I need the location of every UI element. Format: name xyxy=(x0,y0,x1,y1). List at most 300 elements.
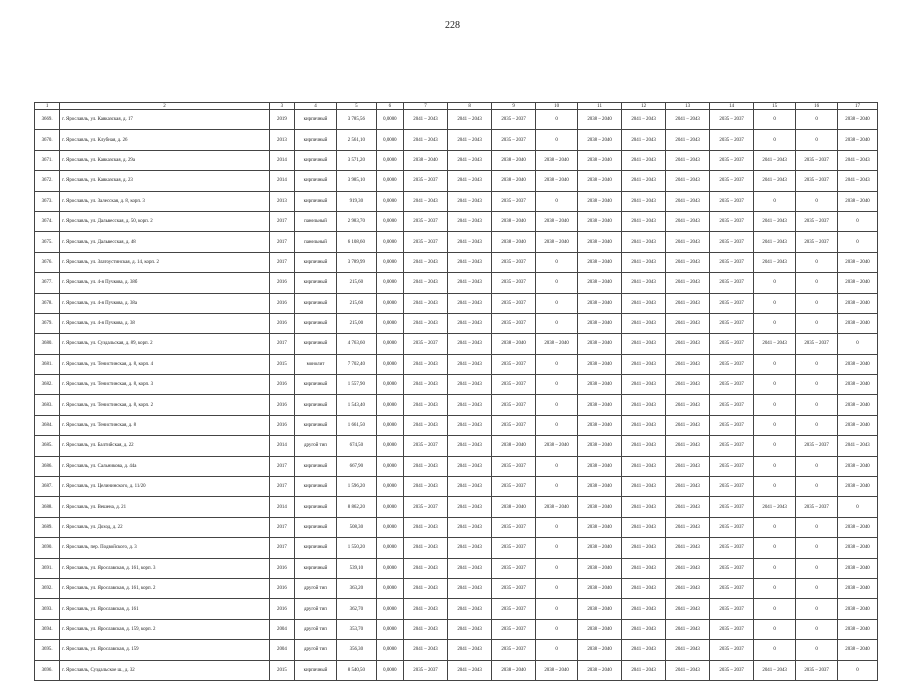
table-cell: 2038 – 2040 xyxy=(838,110,878,130)
table-cell: 2014 xyxy=(269,436,294,456)
table-row xyxy=(35,558,878,578)
table-cell: 0,0000 xyxy=(376,619,403,639)
address-cell: г. Ярославль, Суздальское ш., д. 32 xyxy=(60,660,270,680)
table-cell: 1 596,20 xyxy=(336,477,376,497)
row-number-cell: 3671. xyxy=(35,150,60,170)
table-cell: 2035 – 2037 xyxy=(710,436,754,456)
table-cell: 2038 – 2040 xyxy=(492,232,536,252)
table-cell: 2041 – 2043 xyxy=(666,477,710,497)
table-cell: 2035 – 2037 xyxy=(710,211,754,231)
table-cell: 2041 – 2043 xyxy=(404,456,448,476)
table-cell: 2035 – 2037 xyxy=(404,660,448,680)
row-number-cell: 3696. xyxy=(35,660,60,680)
table-cell: 2038 – 2040 xyxy=(578,415,622,435)
table-cell: 2041 – 2043 xyxy=(622,334,666,354)
table-cell: кирпичный xyxy=(295,558,337,578)
table-cell: 667,90 xyxy=(336,456,376,476)
table-cell: 2038 – 2040 xyxy=(578,313,622,333)
row-number-cell: 3674. xyxy=(35,211,60,231)
table-cell: 2041 – 2043 xyxy=(666,191,710,211)
row-number-cell: 3669. xyxy=(35,110,60,130)
column-number: 5 xyxy=(336,103,376,110)
table-cell: 2038 – 2040 xyxy=(578,497,622,517)
table-cell: 0 xyxy=(536,273,578,293)
row-number-cell: 3690. xyxy=(35,538,60,558)
row-number-cell: 3676. xyxy=(35,252,60,272)
table-cell: 2035 – 2037 xyxy=(492,477,536,497)
table-cell: 2041 – 2043 xyxy=(666,334,710,354)
table-cell: 0 xyxy=(796,477,838,497)
table-cell: 508,30 xyxy=(336,517,376,537)
column-number: 7 xyxy=(404,103,448,110)
table-row xyxy=(35,599,878,619)
table-cell: 2035 – 2037 xyxy=(710,395,754,415)
table-cell: 2041 – 2043 xyxy=(404,558,448,578)
table-cell: 362,70 xyxy=(336,599,376,619)
table-cell: 2035 – 2037 xyxy=(710,252,754,272)
table-cell: кирпичный xyxy=(295,415,337,435)
table-cell: 2041 – 2043 xyxy=(754,171,796,191)
table-cell: 0 xyxy=(838,232,878,252)
table-cell: 2038 – 2040 xyxy=(536,211,578,231)
table-cell: 0 xyxy=(536,640,578,660)
table-cell: 2038 – 2040 xyxy=(838,273,878,293)
address-cell: г. Ярославль, ул. Кавказская, д. 23 xyxy=(60,171,270,191)
table-cell: 2041 – 2043 xyxy=(622,578,666,598)
table-cell: 2041 – 2043 xyxy=(448,232,492,252)
table-cell: 0 xyxy=(754,538,796,558)
table-cell: 2041 – 2043 xyxy=(448,334,492,354)
row-number-cell: 3678. xyxy=(35,293,60,313)
table-cell: 2013 xyxy=(269,191,294,211)
row-number-cell: 3677. xyxy=(35,273,60,293)
table-cell: кирпичный xyxy=(295,660,337,680)
table-cell: 0 xyxy=(754,619,796,639)
table-cell: 2041 – 2043 xyxy=(622,375,666,395)
table-row xyxy=(35,354,878,374)
table-cell: 2038 – 2040 xyxy=(838,456,878,476)
row-number-cell: 3685. xyxy=(35,436,60,456)
table-row xyxy=(35,211,878,231)
table-cell: 2035 – 2037 xyxy=(492,456,536,476)
table-cell: 2038 – 2040 xyxy=(492,436,536,456)
table-cell: 2017 xyxy=(269,211,294,231)
table-cell: 0 xyxy=(754,293,796,313)
table-cell: 2004 xyxy=(269,619,294,639)
table-cell: 2041 – 2043 xyxy=(404,273,448,293)
row-number-cell: 3670. xyxy=(35,130,60,150)
table-cell: 2035 – 2037 xyxy=(796,211,838,231)
table-cell: 0 xyxy=(536,477,578,497)
table-cell: 0,0000 xyxy=(376,538,403,558)
table-cell: 2041 – 2043 xyxy=(622,619,666,639)
table-cell: 0 xyxy=(796,538,838,558)
address-cell: г. Ярославль, ул. 4-я Пучкова, д. 38 xyxy=(60,313,270,333)
table-cell: 2041 – 2043 xyxy=(404,293,448,313)
table-cell: 2038 – 2040 xyxy=(578,619,622,639)
table-cell: 0 xyxy=(536,313,578,333)
table-cell: 2035 – 2037 xyxy=(492,395,536,415)
table-cell: 1 661,50 xyxy=(336,415,376,435)
table-cell: 0,0000 xyxy=(376,293,403,313)
table-cell: 2038 – 2040 xyxy=(838,415,878,435)
column-number: 9 xyxy=(492,103,536,110)
table-cell: 0 xyxy=(754,313,796,333)
address-cell: г. Ярославль, ул. Дальвесская, д. 50, корп. 2 xyxy=(60,211,270,231)
table-cell: 0 xyxy=(536,110,578,130)
table-cell: 2035 – 2037 xyxy=(710,232,754,252)
table-row xyxy=(35,191,878,211)
column-number: 13 xyxy=(666,103,710,110)
table-cell: 0 xyxy=(796,640,838,660)
table-cell: кирпичный xyxy=(295,517,337,537)
table-cell: 2041 – 2043 xyxy=(622,436,666,456)
row-number-cell: 3691. xyxy=(35,558,60,578)
table-cell: 2041 – 2043 xyxy=(754,660,796,680)
table-cell: 2041 – 2043 xyxy=(448,517,492,537)
column-number: 8 xyxy=(448,103,492,110)
table-cell: кирпичный xyxy=(295,538,337,558)
table-cell: 0,0000 xyxy=(376,334,403,354)
table-cell: 2035 – 2037 xyxy=(404,497,448,517)
table-cell: 0 xyxy=(796,252,838,272)
table-cell: 2041 – 2043 xyxy=(404,599,448,619)
table-cell: 2038 – 2040 xyxy=(536,150,578,170)
table-cell: 215,60 xyxy=(336,273,376,293)
table-cell: 0,0000 xyxy=(376,252,403,272)
table-cell: 2038 – 2040 xyxy=(578,660,622,680)
table-cell: 2035 – 2037 xyxy=(710,375,754,395)
row-number-cell: 3682. xyxy=(35,375,60,395)
table-cell: 0 xyxy=(796,130,838,150)
table-cell: 0,0000 xyxy=(376,171,403,191)
table-cell: 2041 – 2043 xyxy=(622,211,666,231)
table-cell: 2017 xyxy=(269,232,294,252)
address-cell: г. Ярославль, пер. Подвойского, д. 3 xyxy=(60,538,270,558)
table-cell: 2041 – 2043 xyxy=(404,415,448,435)
table-cell: 2016 xyxy=(269,599,294,619)
row-number-cell: 3692. xyxy=(35,578,60,598)
table-cell: панельный xyxy=(295,211,337,231)
table-cell: 2041 – 2043 xyxy=(622,150,666,170)
table-cell: 0,0000 xyxy=(376,456,403,476)
table-cell: кирпичный xyxy=(295,456,337,476)
table-cell: 2041 – 2043 xyxy=(666,293,710,313)
address-cell: г. Ярославль, ул. Дальвесская, д. 48 xyxy=(60,232,270,252)
table-cell: 0,0000 xyxy=(376,211,403,231)
table-cell: 6 108,60 xyxy=(336,232,376,252)
table-cell: 2038 – 2040 xyxy=(578,436,622,456)
table-cell: 2038 – 2040 xyxy=(492,497,536,517)
table-cell: 7 702,40 xyxy=(336,354,376,374)
table-cell: 2035 – 2037 xyxy=(404,232,448,252)
table-cell: 0 xyxy=(754,558,796,578)
table-cell: 0 xyxy=(536,599,578,619)
address-cell: г. Ярославль, ул. Ярославская, д. 161 xyxy=(60,599,270,619)
table-cell: кирпичный xyxy=(295,150,337,170)
table-cell: 0 xyxy=(796,313,838,333)
table-cell: 2041 – 2043 xyxy=(448,110,492,130)
table-cell: 2035 – 2037 xyxy=(492,273,536,293)
table-cell: 0,0000 xyxy=(376,640,403,660)
table-cell: 2035 – 2037 xyxy=(710,640,754,660)
table-cell: 2035 – 2037 xyxy=(710,273,754,293)
table-cell: 2038 – 2040 xyxy=(536,660,578,680)
table-cell: кирпичный xyxy=(295,293,337,313)
table-cell: 2038 – 2040 xyxy=(838,191,878,211)
table-cell: 2041 – 2043 xyxy=(404,640,448,660)
table-cell: 2035 – 2037 xyxy=(492,640,536,660)
table-cell: 2035 – 2037 xyxy=(492,110,536,130)
table-cell: 2041 – 2043 xyxy=(404,395,448,415)
table-cell: 0,0000 xyxy=(376,313,403,333)
address-cell: г. Ярославль, ул. Клубная, д. 26 xyxy=(60,130,270,150)
table-cell: 2035 – 2037 xyxy=(710,415,754,435)
table-cell: 2016 xyxy=(269,313,294,333)
table-cell: 2041 – 2043 xyxy=(622,354,666,374)
table-cell: другой тип xyxy=(295,578,337,598)
row-number-cell: 3689. xyxy=(35,517,60,537)
table-header-row xyxy=(35,103,878,110)
table-row xyxy=(35,436,878,456)
table-cell: 215,60 xyxy=(336,293,376,313)
table-cell: 2038 – 2040 xyxy=(838,477,878,497)
table-cell: 2041 – 2043 xyxy=(622,293,666,313)
table-cell: 2038 – 2040 xyxy=(838,252,878,272)
address-cell: г. Ярославль, ул. Сальникова, д. 44а xyxy=(60,456,270,476)
table-cell: 2035 – 2037 xyxy=(404,171,448,191)
table-cell: 2041 – 2043 xyxy=(448,619,492,639)
table-cell: 2041 – 2043 xyxy=(448,538,492,558)
table-cell: 2041 – 2043 xyxy=(666,150,710,170)
table-cell: 363,20 xyxy=(336,578,376,598)
table-cell: 2041 – 2043 xyxy=(448,599,492,619)
address-cell: г. Ярославль, ул. Тенистинская, д. 8, корп. 4 xyxy=(60,354,270,374)
table-cell: 0 xyxy=(838,211,878,231)
table-row xyxy=(35,232,878,252)
table-cell: 0 xyxy=(536,578,578,598)
table-cell: кирпичный xyxy=(295,252,337,272)
table-cell: 2038 – 2040 xyxy=(838,619,878,639)
table-cell: 2038 – 2040 xyxy=(578,171,622,191)
table-cell: 2038 – 2040 xyxy=(578,517,622,537)
table-cell: 2038 – 2040 xyxy=(578,252,622,272)
table-cell: 2035 – 2037 xyxy=(492,252,536,272)
table-cell: 2041 – 2043 xyxy=(404,578,448,598)
table-cell: 2016 xyxy=(269,558,294,578)
table-cell: 2035 – 2037 xyxy=(796,150,838,170)
row-number-cell: 3672. xyxy=(35,171,60,191)
table-cell: 2038 – 2040 xyxy=(578,150,622,170)
table-cell: 2038 – 2040 xyxy=(492,211,536,231)
table-cell: 2041 – 2043 xyxy=(448,436,492,456)
table-cell: 2041 – 2043 xyxy=(754,232,796,252)
table-cell: 2041 – 2043 xyxy=(622,640,666,660)
table-cell: 0 xyxy=(796,578,838,598)
table-cell: 353,70 xyxy=(336,619,376,639)
table-cell: 2041 – 2043 xyxy=(448,273,492,293)
table-cell: 2041 – 2043 xyxy=(622,477,666,497)
address-cell: г. Ярославль, ул. Златоустинская, д. 14, корп. 2 xyxy=(60,252,270,272)
table-cell: 0 xyxy=(754,578,796,598)
table-cell: 2041 – 2043 xyxy=(448,354,492,374)
table-cell: 2041 – 2043 xyxy=(448,171,492,191)
table-cell: 0 xyxy=(796,395,838,415)
table-cell: 2035 – 2037 xyxy=(404,334,448,354)
table-cell: 2038 – 2040 xyxy=(578,293,622,313)
table-cell: кирпичный xyxy=(295,130,337,150)
address-cell: г. Ярославль, ул. Ярославская, д. 159, корп. 2 xyxy=(60,619,270,639)
table-cell: 2041 – 2043 xyxy=(666,252,710,272)
table-cell: 2038 – 2040 xyxy=(578,395,622,415)
table-cell: 0,0000 xyxy=(376,477,403,497)
table-cell: 0,0000 xyxy=(376,578,403,598)
row-number-cell: 3681. xyxy=(35,354,60,374)
table-cell: кирпичный xyxy=(295,273,337,293)
table-cell: 2038 – 2040 xyxy=(578,273,622,293)
table-cell: монолит xyxy=(295,354,337,374)
table-row xyxy=(35,130,878,150)
column-number: 4 xyxy=(295,103,337,110)
table-cell: 0,0000 xyxy=(376,517,403,537)
table-cell: 2035 – 2037 xyxy=(492,313,536,333)
row-number-cell: 3695. xyxy=(35,640,60,660)
table-cell: 2041 – 2043 xyxy=(666,456,710,476)
table-cell: панельный xyxy=(295,232,337,252)
table-cell: 2041 – 2043 xyxy=(404,130,448,150)
table-cell: 2038 – 2040 xyxy=(838,130,878,150)
table-cell: 2035 – 2037 xyxy=(710,130,754,150)
table-cell: 0,0000 xyxy=(376,232,403,252)
table-cell: 2035 – 2037 xyxy=(492,293,536,313)
column-number: 15 xyxy=(754,103,796,110)
table-cell: 0 xyxy=(796,517,838,537)
table-cell: 2038 – 2040 xyxy=(838,313,878,333)
table-cell: 2035 – 2037 xyxy=(492,578,536,598)
table-cell: 0 xyxy=(754,354,796,374)
table-cell: другой тип xyxy=(295,619,337,639)
table-cell: 2041 – 2043 xyxy=(448,191,492,211)
table-cell: 0 xyxy=(838,334,878,354)
table-cell: 2035 – 2037 xyxy=(710,456,754,476)
table-cell: 2041 – 2043 xyxy=(666,436,710,456)
table-cell: 2041 – 2043 xyxy=(666,517,710,537)
table-cell: 3 785,56 xyxy=(336,110,376,130)
table-row xyxy=(35,538,878,558)
row-number-cell: 3688. xyxy=(35,497,60,517)
table-cell: 2041 – 2043 xyxy=(448,130,492,150)
row-number-cell: 3673. xyxy=(35,191,60,211)
table-cell: 2016 xyxy=(269,293,294,313)
table-cell: 2041 – 2043 xyxy=(448,313,492,333)
table-cell: 2017 xyxy=(269,538,294,558)
table-cell: 0 xyxy=(838,660,878,680)
table-cell: 2038 – 2040 xyxy=(492,334,536,354)
table-cell: 2041 – 2043 xyxy=(666,619,710,639)
address-cell: г. Ярославль, ул. 4-я Пучкова, д. 38б xyxy=(60,273,270,293)
address-cell: г. Ярославль, ул. Тенистинская, д. 8, корп. 3 xyxy=(60,375,270,395)
table-cell: 0 xyxy=(754,477,796,497)
row-number-cell: 3694. xyxy=(35,619,60,639)
table-cell: 2035 – 2037 xyxy=(710,150,754,170)
table-cell: 8 540,50 xyxy=(336,660,376,680)
table-cell: 2041 – 2043 xyxy=(666,273,710,293)
table-cell: 2038 – 2040 xyxy=(492,150,536,170)
table-cell: 2038 – 2040 xyxy=(404,150,448,170)
table-cell: 0 xyxy=(754,456,796,476)
table-cell: 2016 xyxy=(269,578,294,598)
table-cell: 0 xyxy=(796,191,838,211)
address-cell: г. Ярославль, ул. 4-я Пучкова, д. 38а xyxy=(60,293,270,313)
table-cell: 2041 – 2043 xyxy=(754,150,796,170)
table-cell: 1 543,40 xyxy=(336,395,376,415)
column-number: 17 xyxy=(838,103,878,110)
table-cell: 0 xyxy=(796,415,838,435)
table-cell: 2016 xyxy=(269,273,294,293)
table-cell: 2035 – 2037 xyxy=(796,334,838,354)
table-cell: 0 xyxy=(536,354,578,374)
table-cell: 0 xyxy=(754,415,796,435)
table-cell: 0 xyxy=(754,273,796,293)
table-cell: 0 xyxy=(754,130,796,150)
table-cell: 2035 – 2037 xyxy=(710,477,754,497)
table-cell: 2041 – 2043 xyxy=(622,497,666,517)
table-row xyxy=(35,293,878,313)
table-cell: 0,0000 xyxy=(376,110,403,130)
table-cell: 2038 – 2040 xyxy=(838,375,878,395)
table-cell: 2041 – 2043 xyxy=(448,293,492,313)
table-cell: 0 xyxy=(536,538,578,558)
table-cell: 2038 – 2040 xyxy=(838,354,878,374)
table-cell: 2035 – 2037 xyxy=(492,375,536,395)
address-cell: г. Ярославль, ул. Кавказская, д. 29а xyxy=(60,150,270,170)
table-cell: 2035 – 2037 xyxy=(710,497,754,517)
table-cell: 0 xyxy=(796,354,838,374)
table-cell: 215,00 xyxy=(336,313,376,333)
table-row xyxy=(35,619,878,639)
table-cell: 0,0000 xyxy=(376,558,403,578)
table-cell: 4 763,60 xyxy=(336,334,376,354)
table-cell: 2014 xyxy=(269,150,294,170)
table-cell: 2041 – 2043 xyxy=(666,497,710,517)
table-cell: 2041 – 2043 xyxy=(448,252,492,272)
table-cell: 2035 – 2037 xyxy=(710,334,754,354)
table-cell: 0,0000 xyxy=(376,599,403,619)
table-cell: 2041 – 2043 xyxy=(622,171,666,191)
table-cell: 2038 – 2040 xyxy=(838,558,878,578)
table-cell: 0 xyxy=(754,640,796,660)
table-cell: другой тип xyxy=(295,599,337,619)
table-cell: 0 xyxy=(754,110,796,130)
table-cell: 2035 – 2037 xyxy=(796,232,838,252)
table-cell: 0 xyxy=(796,375,838,395)
table-cell: 2038 – 2040 xyxy=(838,517,878,537)
table-cell: 2041 – 2043 xyxy=(448,477,492,497)
table-cell: 0,0000 xyxy=(376,130,403,150)
table-cell: 0,0000 xyxy=(376,660,403,680)
table-cell: 2038 – 2040 xyxy=(492,660,536,680)
table-cell: 2038 – 2040 xyxy=(578,191,622,211)
table-cell: 2041 – 2043 xyxy=(666,354,710,374)
table-row xyxy=(35,375,878,395)
table-row xyxy=(35,456,878,476)
row-number-cell: 3693. xyxy=(35,599,60,619)
table-cell: 2014 xyxy=(269,497,294,517)
table-cell: кирпичный xyxy=(295,334,337,354)
table-cell: 0 xyxy=(796,273,838,293)
table-cell: 2041 – 2043 xyxy=(448,497,492,517)
table-cell: 2035 – 2037 xyxy=(710,354,754,374)
